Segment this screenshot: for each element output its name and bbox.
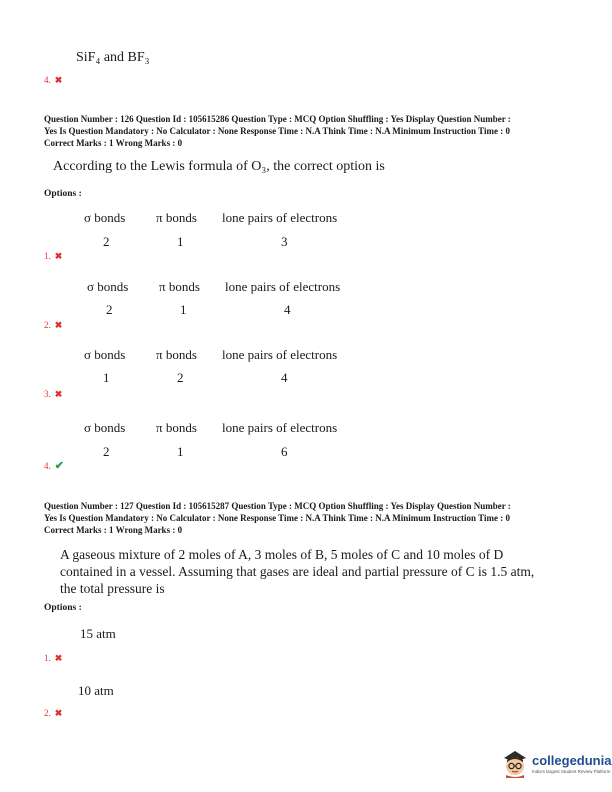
option-number: 4.: [44, 461, 51, 471]
option-number: 1.: [44, 653, 51, 663]
prev-option-4-label: [44, 70, 62, 88]
wrong-mark-icon: ✖: [54, 75, 63, 85]
q127-text-line1: A gaseous mixture of 2 moles of A, 3 moles of B, 5 moles of C and 10 moles of D: [60, 547, 504, 562]
q126-header-line1: Question Number : 126 Question Id : 105615286 Question Type : MCQ Option Shuffling : Yes Display Question Number :: [44, 114, 511, 124]
col-header-pi: π bonds: [156, 420, 197, 435]
wrong-mark-icon: ✖: [54, 251, 63, 261]
wrong-mark-icon: ✖: [54, 708, 63, 718]
wrong-mark-icon: ✖: [54, 389, 63, 399]
option-4-lone: 6: [281, 444, 288, 459]
q127-text: [60, 546, 580, 597]
option-4-pi: 1: [177, 444, 184, 459]
q127-text-line3: the total pressure is: [60, 581, 165, 596]
prev-option-4-text: SiF₄ and BF₃: [76, 50, 150, 65]
option-4-sigma: 2: [103, 444, 110, 459]
col-header-sigma: σ bonds: [84, 210, 126, 225]
q127-option-1-text: 15 atm: [80, 626, 116, 641]
q127-header-line2: Yes Is Question Mandatory : No Calculator : None Response Time : N.A Think Time : N.A Minimum Instruction Time : 0: [44, 513, 510, 523]
col-header-lone-pairs: lone pairs of electrons: [225, 279, 341, 294]
option-2-lone: 4: [284, 302, 291, 317]
option-3-sigma: 1: [103, 370, 110, 385]
q127-option-2-text: 10 atm: [78, 683, 114, 698]
q127-text-line2: contained in a vessel. Assuming that gases are ideal and partial pressure of C is 1.5 atm,: [60, 564, 535, 579]
wrong-mark-icon: ✖: [54, 320, 63, 330]
option-number: 2.: [44, 320, 51, 330]
q126-header-line2: Yes Is Question Mandatory : No Calculator : None Response Time : N.A Think Time : N.A Minimum Instruction Time : 0: [44, 126, 510, 136]
q126-option-1-label: [44, 246, 62, 264]
q126-options-label: Options :: [44, 189, 82, 199]
q127-header: [44, 500, 584, 536]
option-1-sigma: 2: [103, 234, 110, 249]
mascot-icon: [500, 748, 530, 778]
q127-header-line3: Correct Marks : 1 Wrong Marks : 0: [44, 525, 183, 535]
q126-header-line3: Correct Marks : 1 Wrong Marks : 0: [44, 138, 183, 148]
col-header-pi: π bonds: [159, 279, 200, 294]
option-number: 3.: [44, 389, 51, 399]
option-number: 1.: [44, 251, 51, 261]
q126-header: [44, 113, 584, 149]
option-number: 4.: [44, 75, 51, 85]
logo-tagline: India's largest Student Review Platform: [532, 769, 611, 774]
q126-option-3-label: [44, 384, 62, 402]
logo-name: collegedunia: [532, 753, 612, 768]
col-header-lone-pairs: lone pairs of electrons: [222, 210, 338, 225]
option-2-sigma: 2: [106, 302, 113, 317]
col-header-sigma: σ bonds: [84, 347, 126, 362]
q126-text: According to the Lewis formula of O₃, the correct option is: [53, 159, 385, 174]
q127-option-2-label: [44, 703, 62, 721]
q127-option-1-label: [44, 648, 62, 666]
col-header-sigma: σ bonds: [87, 279, 129, 294]
q126-option-4-label: [44, 456, 64, 474]
q126-option-2-label: [44, 315, 62, 333]
col-header-pi: π bonds: [156, 347, 197, 362]
q127-options-label: Options :: [44, 603, 82, 613]
option-number: 2.: [44, 708, 51, 718]
col-header-sigma: σ bonds: [84, 420, 126, 435]
collegedunia-logo: [500, 748, 612, 782]
option-1-lone: 3: [281, 234, 288, 249]
option-1-pi: 1: [177, 234, 184, 249]
option-2-pi: 1: [180, 302, 187, 317]
col-header-pi: π bonds: [156, 210, 197, 225]
q127-header-line1: Question Number : 127 Question Id : 105615287 Question Type : MCQ Option Shuffling : Yes Display Question Number :: [44, 501, 511, 511]
col-header-lone-pairs: lone pairs of electrons: [222, 420, 338, 435]
wrong-mark-icon: ✖: [54, 653, 63, 663]
option-3-pi: 2: [177, 370, 184, 385]
option-3-lone: 4: [281, 370, 288, 385]
check-mark-icon: ✔: [54, 460, 64, 472]
col-header-lone-pairs: lone pairs of electrons: [222, 347, 338, 362]
